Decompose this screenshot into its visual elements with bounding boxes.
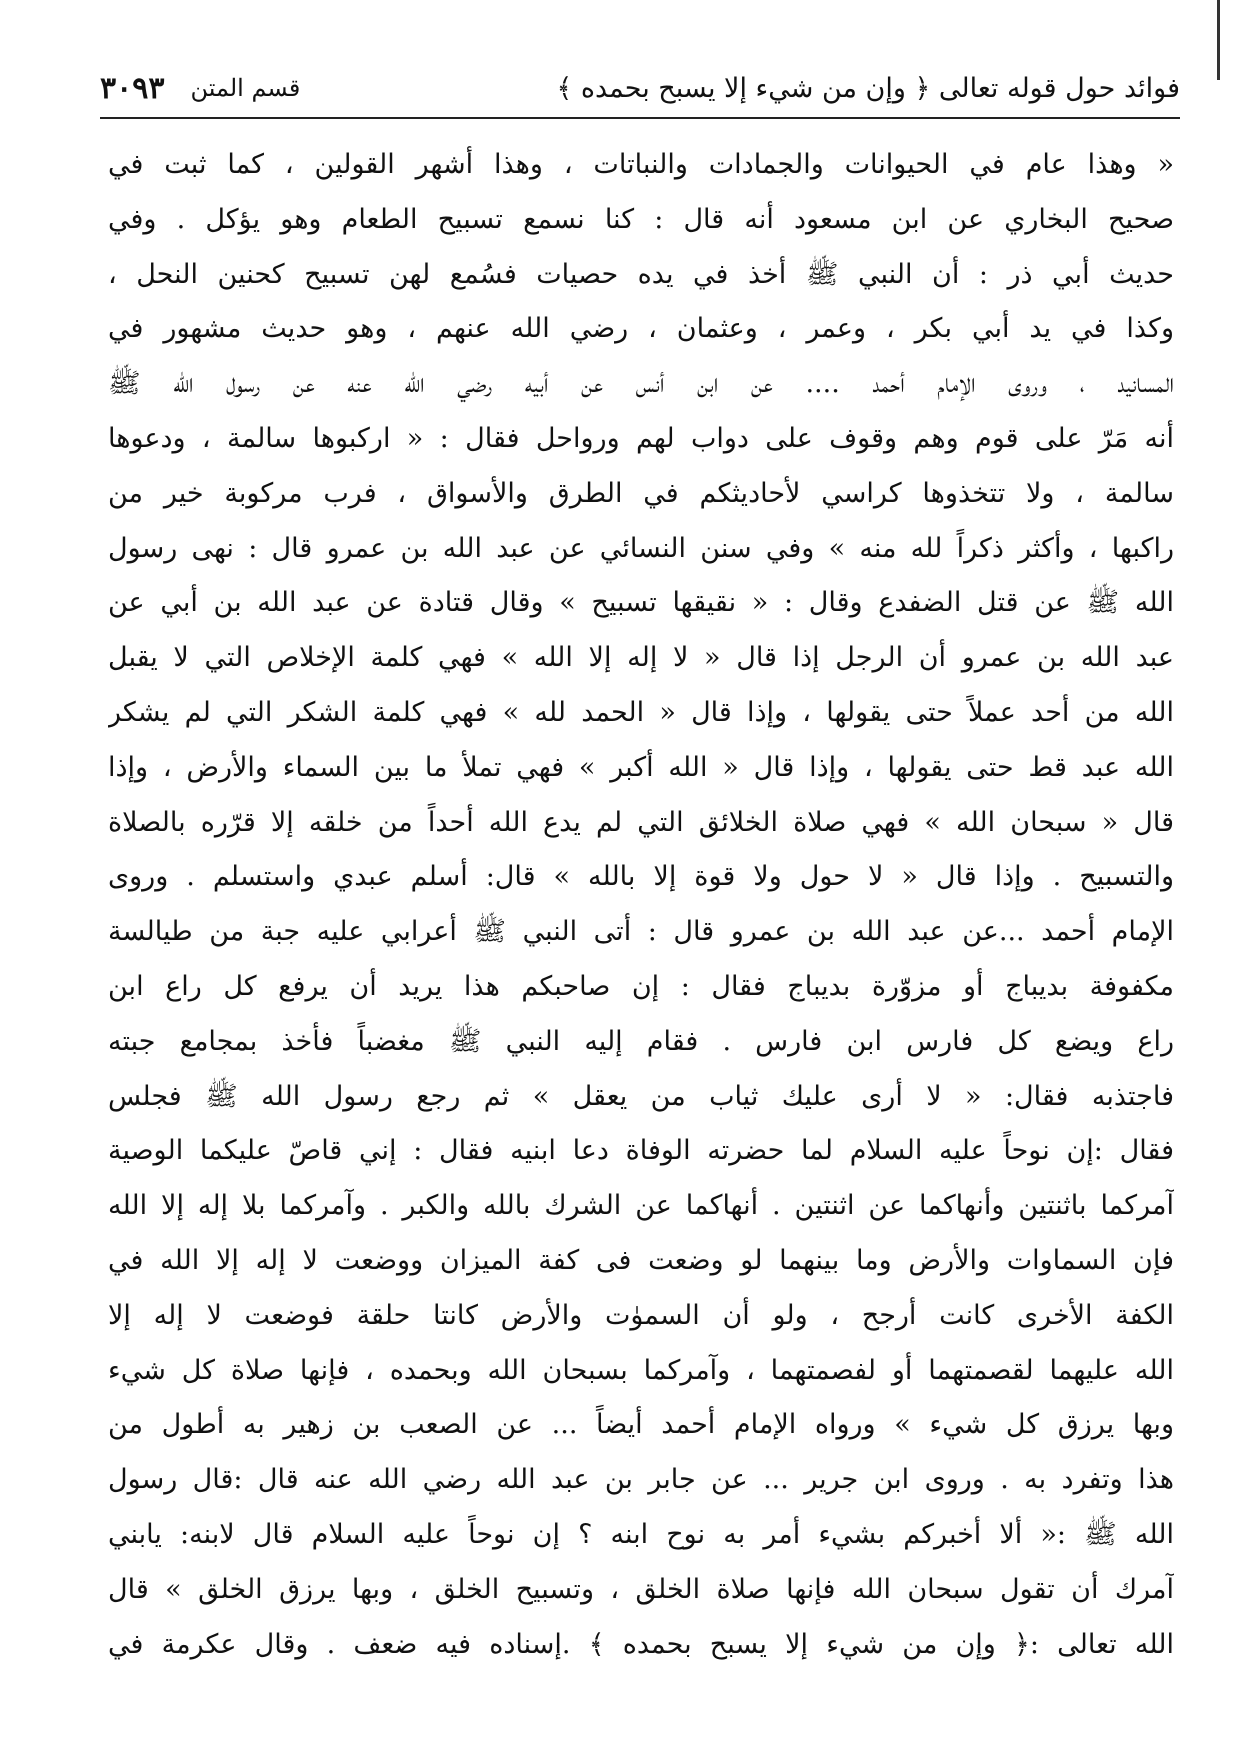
page-number: ٣٠٩٣ — [100, 70, 165, 106]
text-line: الله عليهما لقصمتهما أو لفصمتهما ، وآمركما بسبحان الله وبحمده ، فإنها صلاة كل شيء — [108, 1354, 1174, 1386]
text-line: وكذا في يد أبي بكر ، وعمر ، وعثمان ، رضي الله عنهم ، وهو حديث مشهور في — [108, 313, 1174, 345]
text-line: راع ويضع كل فارس ابن فارس . فقام إليه النبي ﷺ مغضباً فأخذ بمجامع جبته — [108, 1025, 1174, 1057]
text-line: الله ﷺ عن قتل الضفدع وقال : « نقيقها تسبيح » وقال قتادة عن عبد الله بن أبي عن — [108, 587, 1174, 619]
text-line: قال « سبحان الله » فهي صلاة الخلائق التي لم يدع الله أحداً من خلقه إلا قرّره بالصلاة — [108, 806, 1174, 838]
text-line: الكفة الأخرى كانت أرجح ، ولو أن السموٰت والأرض كانتا حلقة فوضعت لا إله إلا — [108, 1299, 1174, 1331]
text-line: آمركما باثنتين وأنهاكما عن اثنتين . أنهاكما عن الشرك بالله والكبر . وآمركما بلا إله إلا الله — [108, 1190, 1174, 1222]
text-line: مكفوفة بديباج أو مزوّرة بديباج فقال : إن صاحبكم هذا يريد أن يرفع كل راع ابن — [108, 970, 1174, 1002]
text-line: آمرك أن تقول سبحان الله فإنها صلاة الخلق ، وتسبيح الخلق ، وبها يرزق الخلق » قال — [108, 1573, 1174, 1605]
body-text — [108, 138, 1174, 1672]
scan-edge-mark — [1217, 0, 1220, 80]
header-rule — [100, 117, 1180, 119]
section-label: قسم المتن — [190, 74, 301, 102]
text-line: الإمام أحمد ...عن عبد الله بن عمرو قال : أتى النبي ﷺ أعرابي عليه جبة من طيالسة — [108, 916, 1174, 948]
text-line: المسانيد ، وروى الإمام أحمد .... عن ابن أنس عن أبيه رضي الله عنه عن رسول الله ﷺ — [108, 368, 1174, 400]
text-line: فقال :إن نوحاً عليه السلام لما حضرته الوفاة دعا ابنيه فقال : إني قاصّ عليكما الوصية — [108, 1135, 1174, 1167]
text-line: عبد الله بن عمرو أن الرجل إذا قال « لا إله إلا الله » فهي كلمة الإخلاص التي لا يقبل — [108, 642, 1174, 674]
text-line: فإن السماوات والأرض وما بينهما لو وضعت فى كفة الميزان ووضعت لا إله إلا الله في — [108, 1244, 1174, 1276]
text-line: فاجتذبه فقال: « لا أرى عليك ثياب من يعقل » ثم رجع رسول الله ﷺ فجلس — [108, 1080, 1174, 1112]
text-line: الله عبد قط حتى يقولها ، وإذا قال « الله أكبر » فهي تملأ ما بين السماء والأرض ، وإذا — [108, 751, 1174, 783]
running-header-title: فوائد حول قوله تعالى ﴿ وإن من شيء إلا يسبح بحمده ﴾ — [556, 72, 1180, 104]
header-meta — [100, 71, 300, 106]
text-line: هذا وتفرد به . وروى ابن جرير ... عن جابر بن عبد الله رضي الله عنه قال :قال رسول — [108, 1464, 1174, 1496]
text-line: حديث أبي ذر : أن النبي ﷺ أخذ في يده حصيات فسُمع لهن تسبيح كحنين النحل ، — [108, 258, 1174, 290]
text-line: الله تعالى :﴿ وإن من شيء إلا يسبح بحمده ﴾ .إسناده فيه ضعف . وقال عكرمة في — [108, 1628, 1174, 1660]
text-line: الله ﷺ :« ألا أخبركم بشيء أمر به نوح ابنه ؟ إن نوحاً عليه السلام قال لابنه: يابني — [108, 1518, 1174, 1550]
text-line: الله من أحد عملاً حتى يقولها ، وإذا قال « الحمد لله » فهي كلمة الشكر التي لم يشكر — [108, 696, 1174, 728]
text-line: صحيح البخاري عن ابن مسعود أنه قال : كنا نسمع تسبيح الطعام وهو يؤكل . وفي — [108, 203, 1174, 235]
running-header — [100, 68, 1180, 108]
text-line: « وهذا عام في الحيوانات والجمادات والنباتات ، وهذا أشهر القولين ، كما ثبت في — [108, 149, 1174, 180]
text-line: وبها يرزق كل شيء » ورواه الإمام أحمد أيضاً ... عن الصعب بن زهير به أطول من — [108, 1409, 1174, 1441]
text-line: أنه مَرّ على قوم وهم وقوف على دواب لهم ورواحل فقال : « اركبوها سالمة ، ودعوها — [108, 422, 1174, 454]
text-line: راكبها ، وأكثر ذكراً لله منه » وفي سنن النسائي عن عبد الله بن عمرو قال : نهى رسول — [108, 532, 1174, 564]
text-line: والتسبيح . وإذا قال « لا حول ولا قوة إلا بالله » قال: أسلم عبدي واستسلم . وروى — [108, 861, 1174, 893]
text-line: سالمة ، ولا تتخذوها كراسي لأحاديثكم في الطرق والأسواق ، فرب مركوبة خير من — [108, 477, 1174, 509]
